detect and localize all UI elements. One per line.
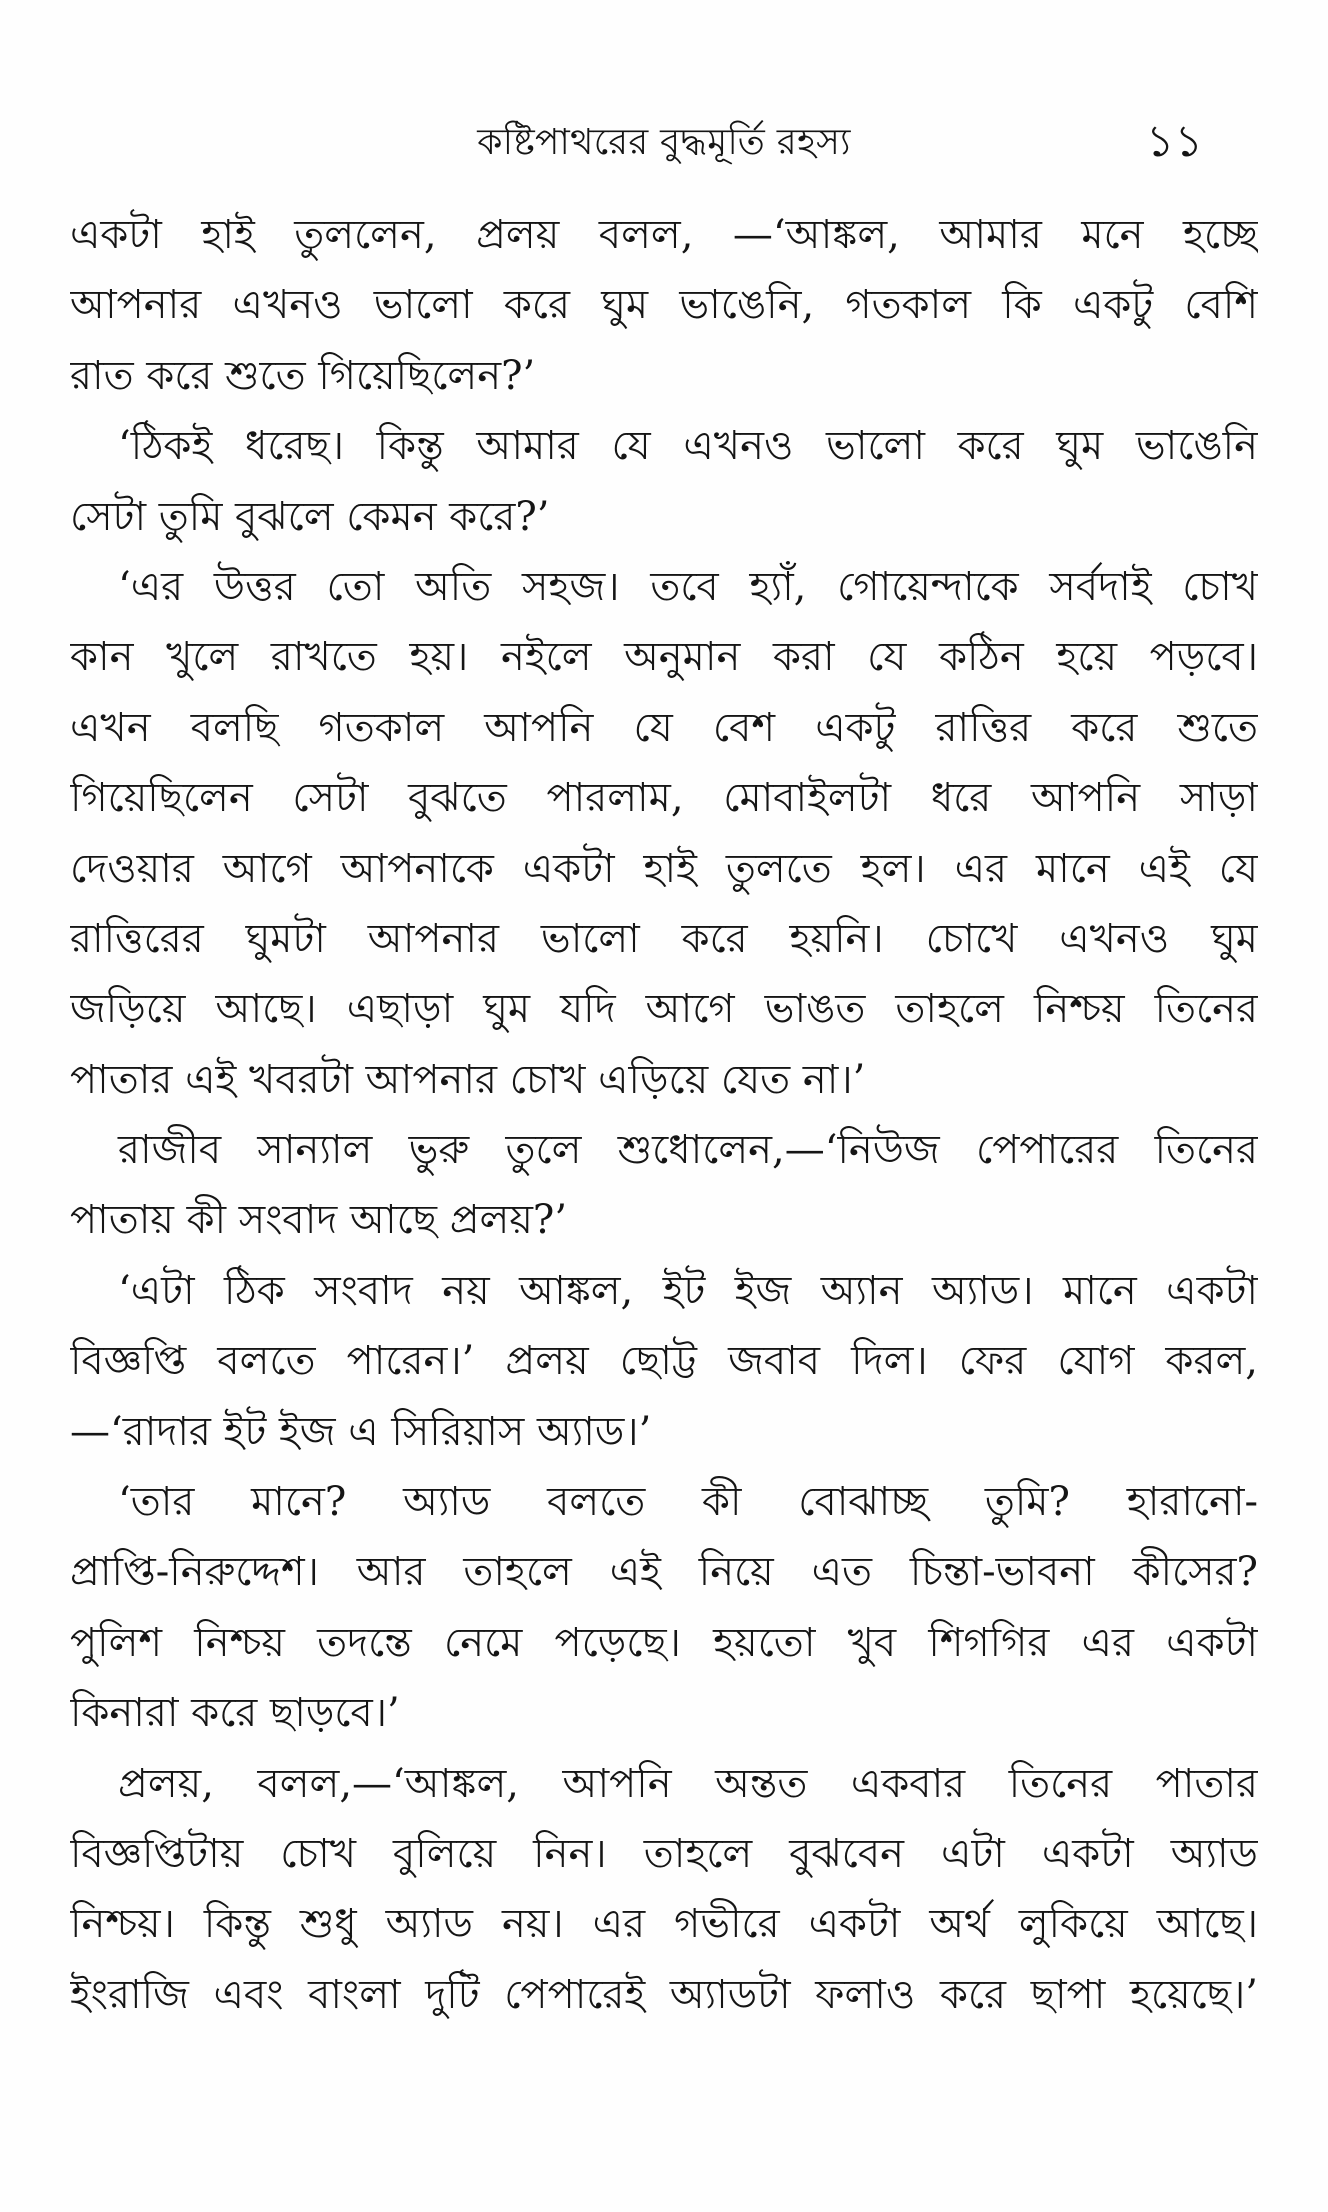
body-text [70,200,1258,2030]
text-line: রাত করে শুতে গিয়েছিলেন?’ [70,352,536,399]
text-line: ‘এর উত্তর তো অতি সহজ। তবে হ্যাঁ, গোয়েন্দাকে সর্বদাই চোখ [118,563,1258,610]
text-line: এখন বলছি গতকাল আপনি যে বেশ একটু রাত্তির করে শুতে [70,704,1258,751]
text-line: প্রাপ্তি-নিরুদ্দেশ। আর তাহলে এই নিয়ে এত চিন্তা-ভাবনা কীসের? [70,1549,1258,1596]
text-line: বিজ্ঞপ্তিটায় চোখ বুলিয়ে নিন। তাহলে বুঝবেন এটা একটা অ্যাড [70,1830,1258,1877]
text-line: প্রলয়, বলল,—‘আঙ্কল, আপনি অন্তত একবার তিনের পাতার [118,1760,1258,1807]
text-line: ‘এটা ঠিক সংবাদ নয় আঙ্কল, ইট ইজ অ্যান অ্যাড। মানে একটা [118,1267,1258,1314]
text-line: বিজ্ঞপ্তি বলতে পারেন।’ প্রলয় ছোট্ট জবাব দিল। ফের যোগ করল, [70,1338,1258,1385]
text-line: —‘রাদার ইট ইজ এ সিরিয়াস অ্যাড।’ [70,1408,652,1455]
text-line: একটা হাই তুললেন, প্রলয় বলল, —‘আঙ্কল, আমার মনে হচ্ছে [70,212,1258,258]
text-line: পাতার এই খবরটা আপনার চোখ এড়িয়ে যেত না।’ [70,1056,866,1103]
text-line: ‘ঠিকই ধরেছ। কিন্তু আমার যে এখনও ভালো করে ঘুম ভাঙেনি [118,423,1258,470]
text-line: আপনার এখনও ভালো করে ঘুম ভাঙেনি, গতকাল কি একটু বেশি [70,282,1258,329]
text-line: জড়িয়ে আছে। এছাড়া ঘুম যদি আগে ভাঙত তাহলে নিশ্চয় তিনের [70,986,1258,1033]
text-line: রাজীব সান্যাল ভুরু তুলে শুধোলেন,—‘নিউজ পেপারের তিনের [118,1127,1258,1174]
running-title: কষ্টিপাথরের বুদ্ধমূর্তি রহস্য [477,122,851,163]
text-line: ‘তার মানে? অ্যাড বলতে কী বোঝাচ্ছ তুমি? হারানো- [118,1479,1258,1526]
text-line: কিনারা করে ছাড়বে।’ [70,1690,400,1737]
text-line: দেওয়ার আগে আপনাকে একটা হাই তুলতে হল। এর মানে এই যে [70,845,1258,892]
page-header [70,118,1258,178]
text-line: কান খুলে রাখতে হয়। নইলে অনুমান করা যে কঠিন হয়ে পড়বে। [70,634,1258,681]
text-line: ইংরাজি এবং বাংলা দুটি পেপারেই অ্যাডটা ফলাও করে ছাপা হয়েছে।’ [70,1971,1258,2018]
text-line: রাত্তিরের ঘুমটা আপনার ভালো করে হয়নি। চোখে এখনও ঘুম [70,915,1258,962]
text-line: পাতায় কী সংবাদ আছে প্রলয়?’ [70,1197,568,1244]
text-line: নিশ্চয়। কিন্তু শুধু অ্যাড নয়। এর গভীরে একটা অর্থ লুকিয়ে আছে। [70,1901,1258,1948]
text-line: পুলিশ নিশ্চয় তদন্তে নেমে পড়েছে। হয়তো খুব শিগগির এর একটা [70,1619,1258,1666]
text-line: সেটা তুমি বুঝলে কেমন করে?’ [70,493,550,540]
page-number: ১১ [1145,116,1203,167]
text-line: গিয়েছিলেন সেটা বুঝতে পারলাম, মোবাইলটা ধরে আপনি সাড়া [70,775,1258,822]
